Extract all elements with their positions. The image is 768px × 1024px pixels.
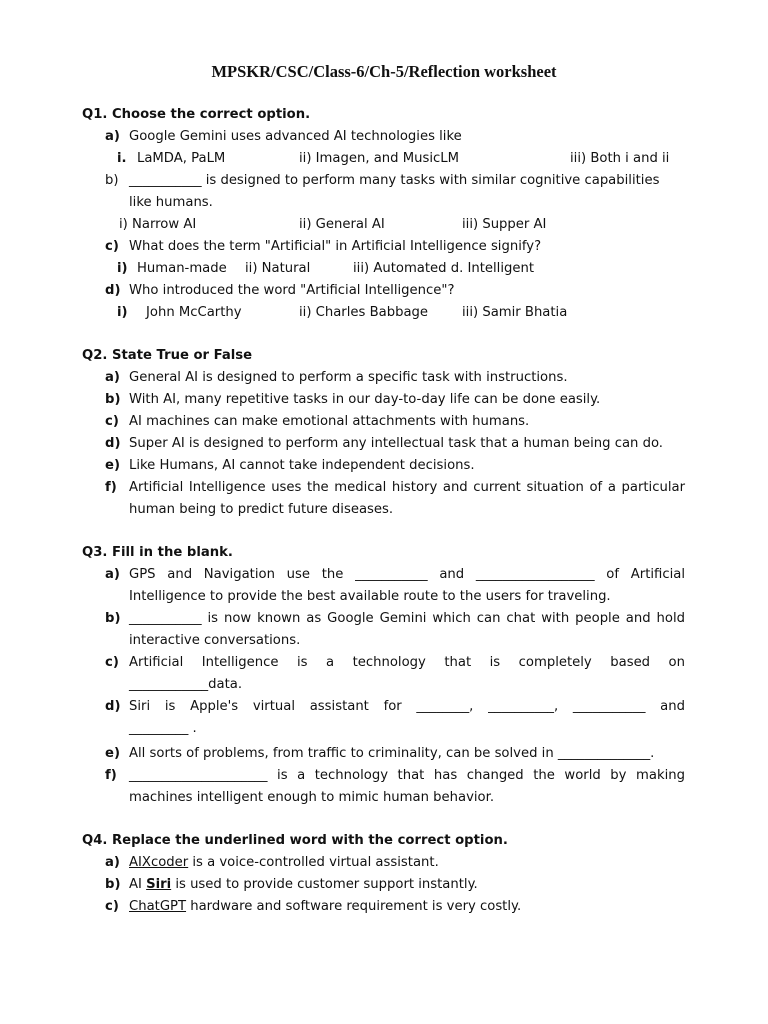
item-text: Artificial Intelligence is a technology that is completely based on xyxy=(129,655,685,670)
option-label: i. xyxy=(117,151,127,166)
option-2: ii) Charles Babbage xyxy=(299,305,429,320)
option-1: Human-made xyxy=(137,261,227,276)
item-label: b) xyxy=(105,392,121,407)
item-text-pre: AI xyxy=(129,877,147,892)
option-1: LaMDA, PaLM xyxy=(137,151,226,166)
item-label: d) xyxy=(105,436,121,451)
item-label: f) xyxy=(105,480,117,495)
item-text-cont: _________ . xyxy=(129,721,197,736)
item-text: ___________ is designed to perform many tasks with similar cognitive capabilities xyxy=(129,173,660,188)
q1-heading: Q1. Choose the correct option. xyxy=(82,107,311,122)
item-label: b) xyxy=(105,173,119,188)
item-text: Artificial Intelligence uses the medical history and current situation of a particular xyxy=(129,480,685,495)
item-text-rest: is a voice-controlled virtual assistant. xyxy=(188,855,439,870)
option-1: i) Narrow AI xyxy=(119,217,197,232)
item-text: Like Humans, AI cannot take independent decisions. xyxy=(129,458,475,473)
q2-heading: Q2. State True or False xyxy=(82,348,253,363)
page-title: MPSKR/CSC/Class-6/Ch-5/Reflection worksheet xyxy=(211,62,557,81)
item-label: d) xyxy=(105,699,121,714)
item-text: GPS and Navigation use the ___________ and __________________ of Artificial xyxy=(129,567,685,582)
option-label: i) xyxy=(117,305,128,320)
item-text xyxy=(129,854,685,872)
item-text: Who introduced the word "Artificial Intelligence"? xyxy=(129,283,455,298)
item-text-rest: is used to provide customer support instantly. xyxy=(171,877,478,892)
item-label: e) xyxy=(105,458,120,473)
item-label: d) xyxy=(105,283,121,298)
item-label: a) xyxy=(105,129,120,144)
option-1: John McCarthy xyxy=(146,305,242,320)
item-text: AI machines can make emotional attachments with humans. xyxy=(129,414,530,429)
item-text xyxy=(129,898,685,916)
item-text-cont: ____________data. xyxy=(129,677,243,692)
option-3: iii) Samir Bhatia xyxy=(462,305,568,320)
item-text-cont: human being to predict future diseases. xyxy=(129,502,394,517)
item-label: c) xyxy=(105,899,119,914)
item-label: c) xyxy=(105,239,119,254)
item-text xyxy=(129,876,685,894)
item-label: c) xyxy=(105,655,119,670)
item-text-cont: Intelligence to provide the best available route to the users for traveling. xyxy=(129,589,611,604)
option-3: iii) Automated d. Intelligent xyxy=(353,261,535,276)
item-text-cont: interactive conversations. xyxy=(129,633,301,648)
option-3: iii) Supper AI xyxy=(462,217,547,232)
option-label: i) xyxy=(117,261,128,276)
q4-heading: Q4. Replace the underlined word with the correct option. xyxy=(82,833,508,848)
item-label: e) xyxy=(105,746,120,761)
item-label: b) xyxy=(105,611,121,626)
item-text-cont: like humans. xyxy=(129,195,213,210)
item-label: c) xyxy=(105,414,119,429)
item-text: ___________ is now known as Google Gemini which can chat with people and hold xyxy=(129,611,685,626)
option-2: ii) General AI xyxy=(299,217,385,232)
item-text: With AI, many repetitive tasks in our day-to-day life can be done easily. xyxy=(129,392,601,407)
item-text: _____________________ is a technology that has changed the world by making xyxy=(129,768,685,783)
option-2: ii) Imagen, and MusicLM xyxy=(299,151,459,166)
item-text-cont: machines intelligent enough to mimic human behavior. xyxy=(129,790,495,805)
underlined-word: ChatGPT xyxy=(129,899,187,914)
item-text: Super AI is designed to perform any intellectual task that a human being can do. xyxy=(129,436,663,451)
item-text: All sorts of problems, from traffic to criminality, can be solved in ______________. xyxy=(129,746,655,761)
item-label: f) xyxy=(105,768,117,783)
item-label: a) xyxy=(105,370,120,385)
underlined-word: AIXcoder xyxy=(129,855,189,870)
item-text: General AI is designed to perform a specific task with instructions. xyxy=(129,370,568,385)
option-3: iii) Both i and ii xyxy=(570,151,670,166)
item-text: Google Gemini uses advanced AI technologies like xyxy=(129,129,462,144)
item-text-rest: hardware and software requirement is very costly. xyxy=(186,899,522,914)
item-label: b) xyxy=(105,877,121,892)
option-2: ii) Natural xyxy=(245,261,311,276)
item-text: Siri is Apple's virtual assistant for ________, __________, ___________ and xyxy=(129,699,685,714)
item-text: What does the term "Artificial" in Artificial Intelligence signify? xyxy=(129,239,542,254)
item-label: a) xyxy=(105,855,120,870)
q3-heading: Q3. Fill in the blank. xyxy=(82,545,233,560)
item-label: a) xyxy=(105,567,120,582)
underlined-word: Siri xyxy=(146,877,172,892)
